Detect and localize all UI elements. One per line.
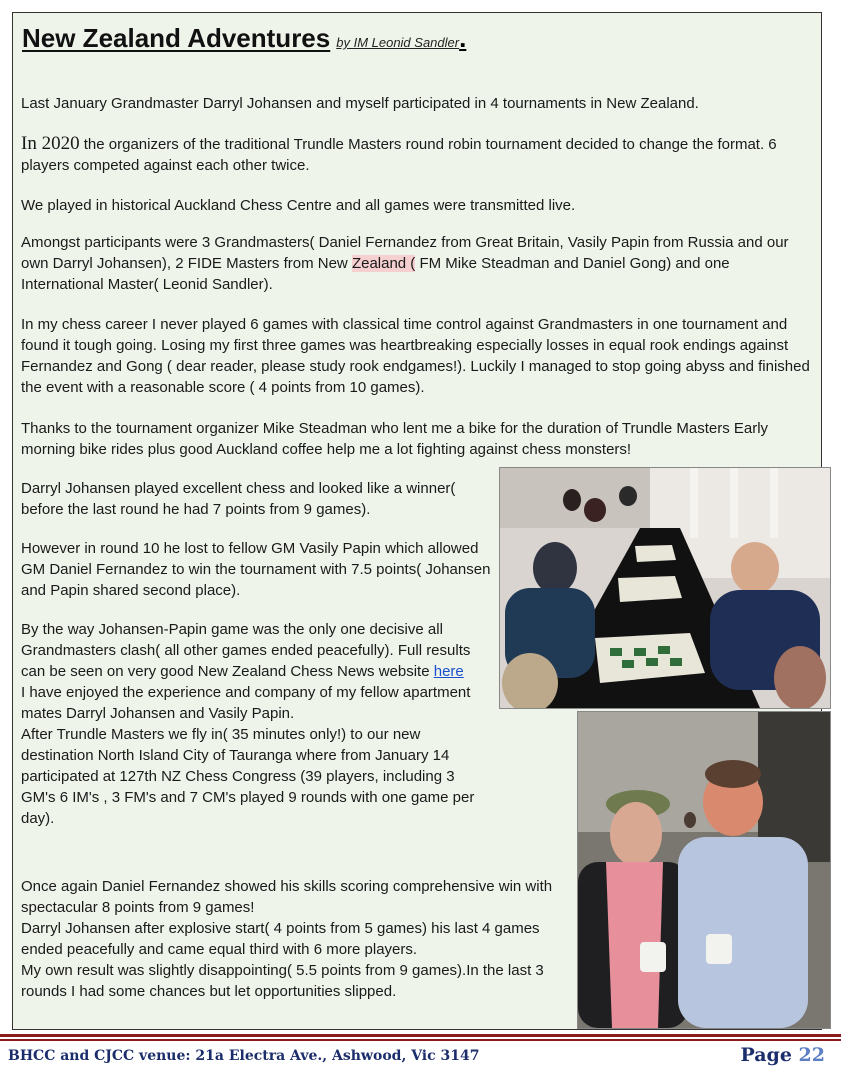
paragraph-venue: We played in historical Auckland Chess Centre and all games were transmitted live. — [21, 197, 576, 214]
fernandez-text: Once again Daniel Fernandez showed his skills scoring comprehensive win with spectacular 8 points from 9 games! — [21, 878, 553, 916]
title-dot: . — [459, 23, 467, 53]
results-text: By the way Johansen-Papin game was the only one decisive all Grandmasters clash( all other games ended peacefully). Full results can be seen on very good New Zealand Chess News website — [21, 621, 471, 680]
players-photo — [577, 711, 831, 1029]
tauranga-text: After Trundle Masters we fly in( 35 minutes only!) to our new destination North Island City of Tauranga where from January 14 participated at 127th NZ Chess Congress (39 players, including 3 GM's 6 IM's , 3 FM's and 7 CM's played 9 rounds with one game per day). — [21, 726, 475, 827]
paragraph-format-text: the organizers of the traditional Trundle Masters round robin tournament decided to change the format. 6 players competed against each other twice. — [21, 136, 777, 174]
article-title: New Zealand Adventures — [22, 23, 331, 53]
footer-rule-thick — [0, 1034, 841, 1037]
highlighted-text: Zealand ( — [351, 255, 416, 272]
paragraph-johansen: Darryl Johansen played excellent chess and looked like a winner( before the last round he had 7 points from 9 games). — [21, 480, 456, 518]
footer-venue: BHCC and CJCC venue: 21a Electra Ave., Ashwood, Vic 3147 — [8, 1048, 480, 1064]
johansen-result-text: Darryl Johansen after explosive start( 4 points from 5 games) his last 4 games ended peacefully and came equal third with 6 more players. — [21, 920, 540, 958]
paragraph-round10: However in round 10 he lost to fellow GM Vasily Papin which allowed GM Daniel Fernandez to win the tournament with 7.5 points( Johansen and Papin shared second place). — [21, 540, 491, 599]
tournament-photo-image — [500, 468, 830, 708]
paragraph-career: In my chess career I never played 6 games with classical time control against Grandmasters in one tournament and found it tough going. Losing my first three games was heartbreaking especially losses in equal rook endings against Fernandez and Gong ( dear reader, please study rook endgames!). Luckily I managed to stop going abyss and finished the event with a reasonable score ( 4 points from 10 games). — [21, 316, 810, 396]
article-header — [22, 23, 466, 54]
players-photo-image — [578, 712, 830, 1028]
article-panel — [12, 12, 822, 1030]
paragraph-intro: Last January Grandmaster Darryl Johansen and myself participated in 4 tournaments in New Zealand. — [21, 95, 699, 112]
paragraph-congress — [21, 876, 571, 1002]
footer-page — [740, 1044, 825, 1066]
paragraph-participants — [21, 232, 813, 295]
paragraph-format — [21, 133, 813, 176]
footer-rule-thin — [0, 1039, 841, 1041]
paragraph-results — [21, 619, 491, 829]
page-label: Page — [740, 1044, 792, 1066]
article-byline: by IM Leonid Sandler — [336, 35, 460, 50]
tournament-photo — [499, 467, 831, 709]
results-link[interactable]: here — [433, 663, 464, 680]
year-lead: In 2020 — [21, 133, 80, 154]
page-number: 22 — [798, 1044, 825, 1066]
paragraph-thanks: Thanks to the tournament organizer Mike Steadman who lent me a bike for the duration of Trundle Masters Early morning bike rides plus good Auckland coffee help me a lot fighting against chess monsters! — [21, 420, 769, 458]
participants-text-a: Amongst participants were 3 Grandmasters( Daniel Fernandez from Great Britain, Vasily Papin from Russia and our own Darryl Johansen), 2 FIDE Masters from New — [21, 234, 789, 272]
own-result-text: My own result was slightly disappointing( 5.5 points from 9 games).In the last 3 rounds I had some chances but let opportunities slipped. — [21, 962, 544, 1000]
apartment-text: I have enjoyed the experience and company of my fellow apartment mates Darryl Johansen and Vasily Papin. — [21, 684, 471, 722]
participants-text-b: FM Mike Steadman and Daniel Gong) and one International Master( Leonid Sandler). — [21, 255, 730, 293]
